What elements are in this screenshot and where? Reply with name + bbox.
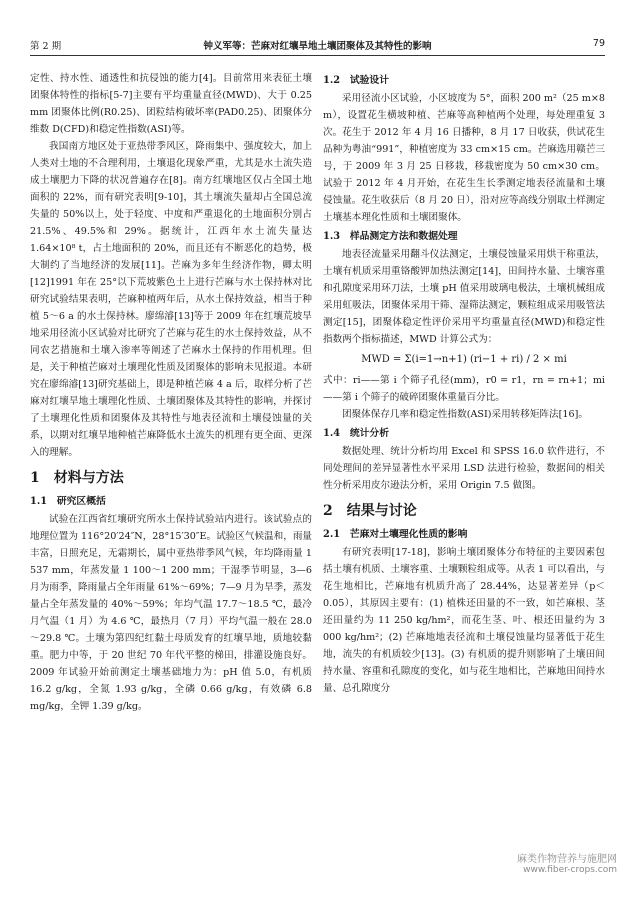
issue-number: 第 2 期 — [30, 41, 62, 52]
paragraph: 试验在江西省红壤研究所水土保持试验站内进行。该试验点的地理位置为 116°20′24″N，28°15′30″E。试验区气候温和，雨量丰富，日照充足，无霜期长，属中亚热带季风气候，年均降雨量 1 537 mm，年蒸发量 1 100～1 200 mm；干湿季节明显，3—6 月为雨季，降雨量占全年雨量 61%～69%；7—9 月为旱季，蒸发量占全年蒸发量的 40%～59%；年均气温 17.7～18.5 ℃，最冷月气温（1 月）为 4.6 ℃，最热月（7 月）平均气温一般在 28.0～29.8 ℃。土壤为第四纪红黏土母质发育的红壤旱地，质地较黏重。肥力中等，于 20 世纪 70 年代平整的梯田，排灌设施良好。2009 年试验开始前测定土壤基础地力为：pH 值 5.0，有机质 16.2 g/kg，全氮 1.93 g/kg，全磷 0.66 g/kg，有效磷 6.8 mg/kg，全钾 1.39 g/kg。 — [30, 514, 313, 712]
section-heading-methods: 1 材料与方法 — [30, 470, 124, 486]
subsection-heading: 1.3 样品测定方法和数据处理 — [323, 231, 458, 242]
paragraph: 有研究表明[17-18]，影响土壤团聚体分布特征的主要因素包括土壤有机质、土壤容重、土壤颗粒组成等。从表 1 可以看出，与花生地相比，芒麻地有机质升高了 28.44%，达显著差异（p＜0.05），其原因主要有：(1) 植株还田量的不一致，如芒麻根、茎还田量约为 11 250 kg/hm²，而花生茎、叶、根还田量约为 3 000 kg/hm²；(2) 芒麻地地表径流和土壤侵蚀量均显著低于花生地，流失的有机质较少[13]。(3) 有机质的提升则影响了土壤田间持水量、容重和孔隙度的变化，如与花生地相比，芒麻地田间持水量、总孔隙度分 — [323, 547, 605, 694]
subsection-heading: 1.4 统计分析 — [323, 428, 390, 439]
section-heading-results: 2 结果与讨论 — [323, 503, 417, 519]
left-column — [30, 70, 312, 715]
running-header — [30, 38, 605, 54]
paragraph: 地表径流量采用翻斗仪法测定，土壤侵蚀量采用烘干称重法，土壤有机质采用重铬酸钾加热法测定[14]，田间持水量、土壤容重和孔隙度采用环刀法，土壤 pH 值采用玻璃电极法，土壤机械组成采用虹吸法，团聚体采用干筛、湿筛法测定，颗粒组成采用吸管法测定[15]，团聚体稳定性评价采用平均重量直径(MWD)和稳定性指数两个指标描述，MWD 计算公式为： — [323, 249, 605, 345]
running-title: 钟义军等：芒麻对红壤旱地土壤团聚体及其特性的影响 — [203, 41, 432, 52]
watermark-en: www.fiber-crops.com — [523, 865, 617, 875]
paragraph: 采用径流小区试验，小区坡度为 5°，面积 200 m²（25 m×8 m），设置花生横坡种植、芒麻等高种植两个处理，每处理重复 3 次。花生于 2012 年 4 月 16 日播种，8 月 17 日收获，供试花生品种为粤油“991”，种植密度为 33 cm×15 cm。芒麻选用赣芒三号，于 2009 年 3 月 25 日移栽，移栽密度为 50 cm×30 cm。试验于 2012 年 4 月开始，在花生生长季测定地表径流量和土壤侵蚀量。花生收获后（8 月 20 日），沿对应等高线分别取土样测定土壤基本理化性质和土壤团聚体。 — [323, 93, 605, 223]
subsection-heading: 1.2 试验设计 — [323, 75, 390, 86]
paragraph: 数据处理、统计分析均用 Excel 和 SPSS 16.0 软件进行，不同处理间的差异显著性水平采用 LSD 法进行检验，数据间的相关性分析采用皮尔逊法分析，采用 Origin 7.5 做图。 — [323, 446, 605, 491]
site-watermark — [517, 850, 617, 875]
right-column — [323, 70, 605, 697]
paragraph: 我国南方地区处于亚热带季风区，降雨集中、强度较大，加上人类对土地的不合理利用，土壤退化现象严重，尤其是水土流失造成土壤肥力下降的状况普遍存在[8]。南方红壤地区仅占全国土地面积的 22%，而有研究表明[9-10]，其土壤流失量却占全国总流失量的 50%以上，处于轻度、中度和严重退化的土地面积分别占 21.5%、49.5%和 29%。据统计，江西年水土流失量达 1.64×10⁸ t，占土地面积的 20%，而且还有不断恶化的趋势，极大制约了当地经济的发展[11]。芒麻为多年生经济作物，卿太明[12]1991 年在 25°以下荒坡紫色土上进行芒麻与水土保持林对比研究试验结果表明，芒麻种植两年后，从水土保持效益，相当于种植 5～6 a 的水土保持林。廖绵濬[13]等于 2009 年在红壤荒坡旱地采用径流小区试验对比研究了芒麻与花生的水土保持效益，从不同农艺措施和土壤入渗率等阐述了芒麻水土保持的作用机理。但是，关于种植芒麻对土壤理化性质及团聚体的影响未见报道。本研究在廖绵濬[13]研究基础上，即是种植芒麻 4 a 后，取样分析了芒麻对红壤旱地土壤理化性质、土壤团聚体及其特性的影响，并探讨了土壤理化性质和团聚体及其特性与地表径流和土壤侵蚀量的关系，以期对红壤旱地种植芒麻降低水土流失的机理有更全面、更深入的理解。 — [30, 141, 312, 458]
subsection-heading: 2.1 芒麻对土壤理化性质的影响 — [323, 529, 468, 540]
subsection-heading: 1.1 研究区概括 — [30, 496, 106, 507]
watermark-cn: 麻类作物营养与施肥网 — [517, 854, 617, 865]
header-rule — [30, 55, 605, 56]
page-number: 79 — [592, 38, 605, 49]
paragraph: 团聚体保存几率和稳定性指数(ASI)采用转移矩阵法[16]。 — [342, 409, 588, 420]
equation-legend: 式中：ri——第 i 个筛子孔径(mm)，r0 = r1，rn = rn+1；mi——第 i 个筛子的破碎团聚体重量百分比。 — [323, 375, 605, 403]
mwd-equation: MWD = Σ(i=1→n+1) (ri−1 + ri) / 2 × mi — [361, 354, 567, 365]
paragraph: 定性、持水性、通透性和抗侵蚀的能力[4]。目前常用来表征土壤团聚体特性的指标[5-7]主要有平均重量直径(MWD)、大于 0.25 mm 团聚体比例(R0.25)、团粒结构破坏率(PAD0.25)、团聚体分维数 D(CFD)和稳定性指数(ASI)等。 — [30, 73, 312, 135]
